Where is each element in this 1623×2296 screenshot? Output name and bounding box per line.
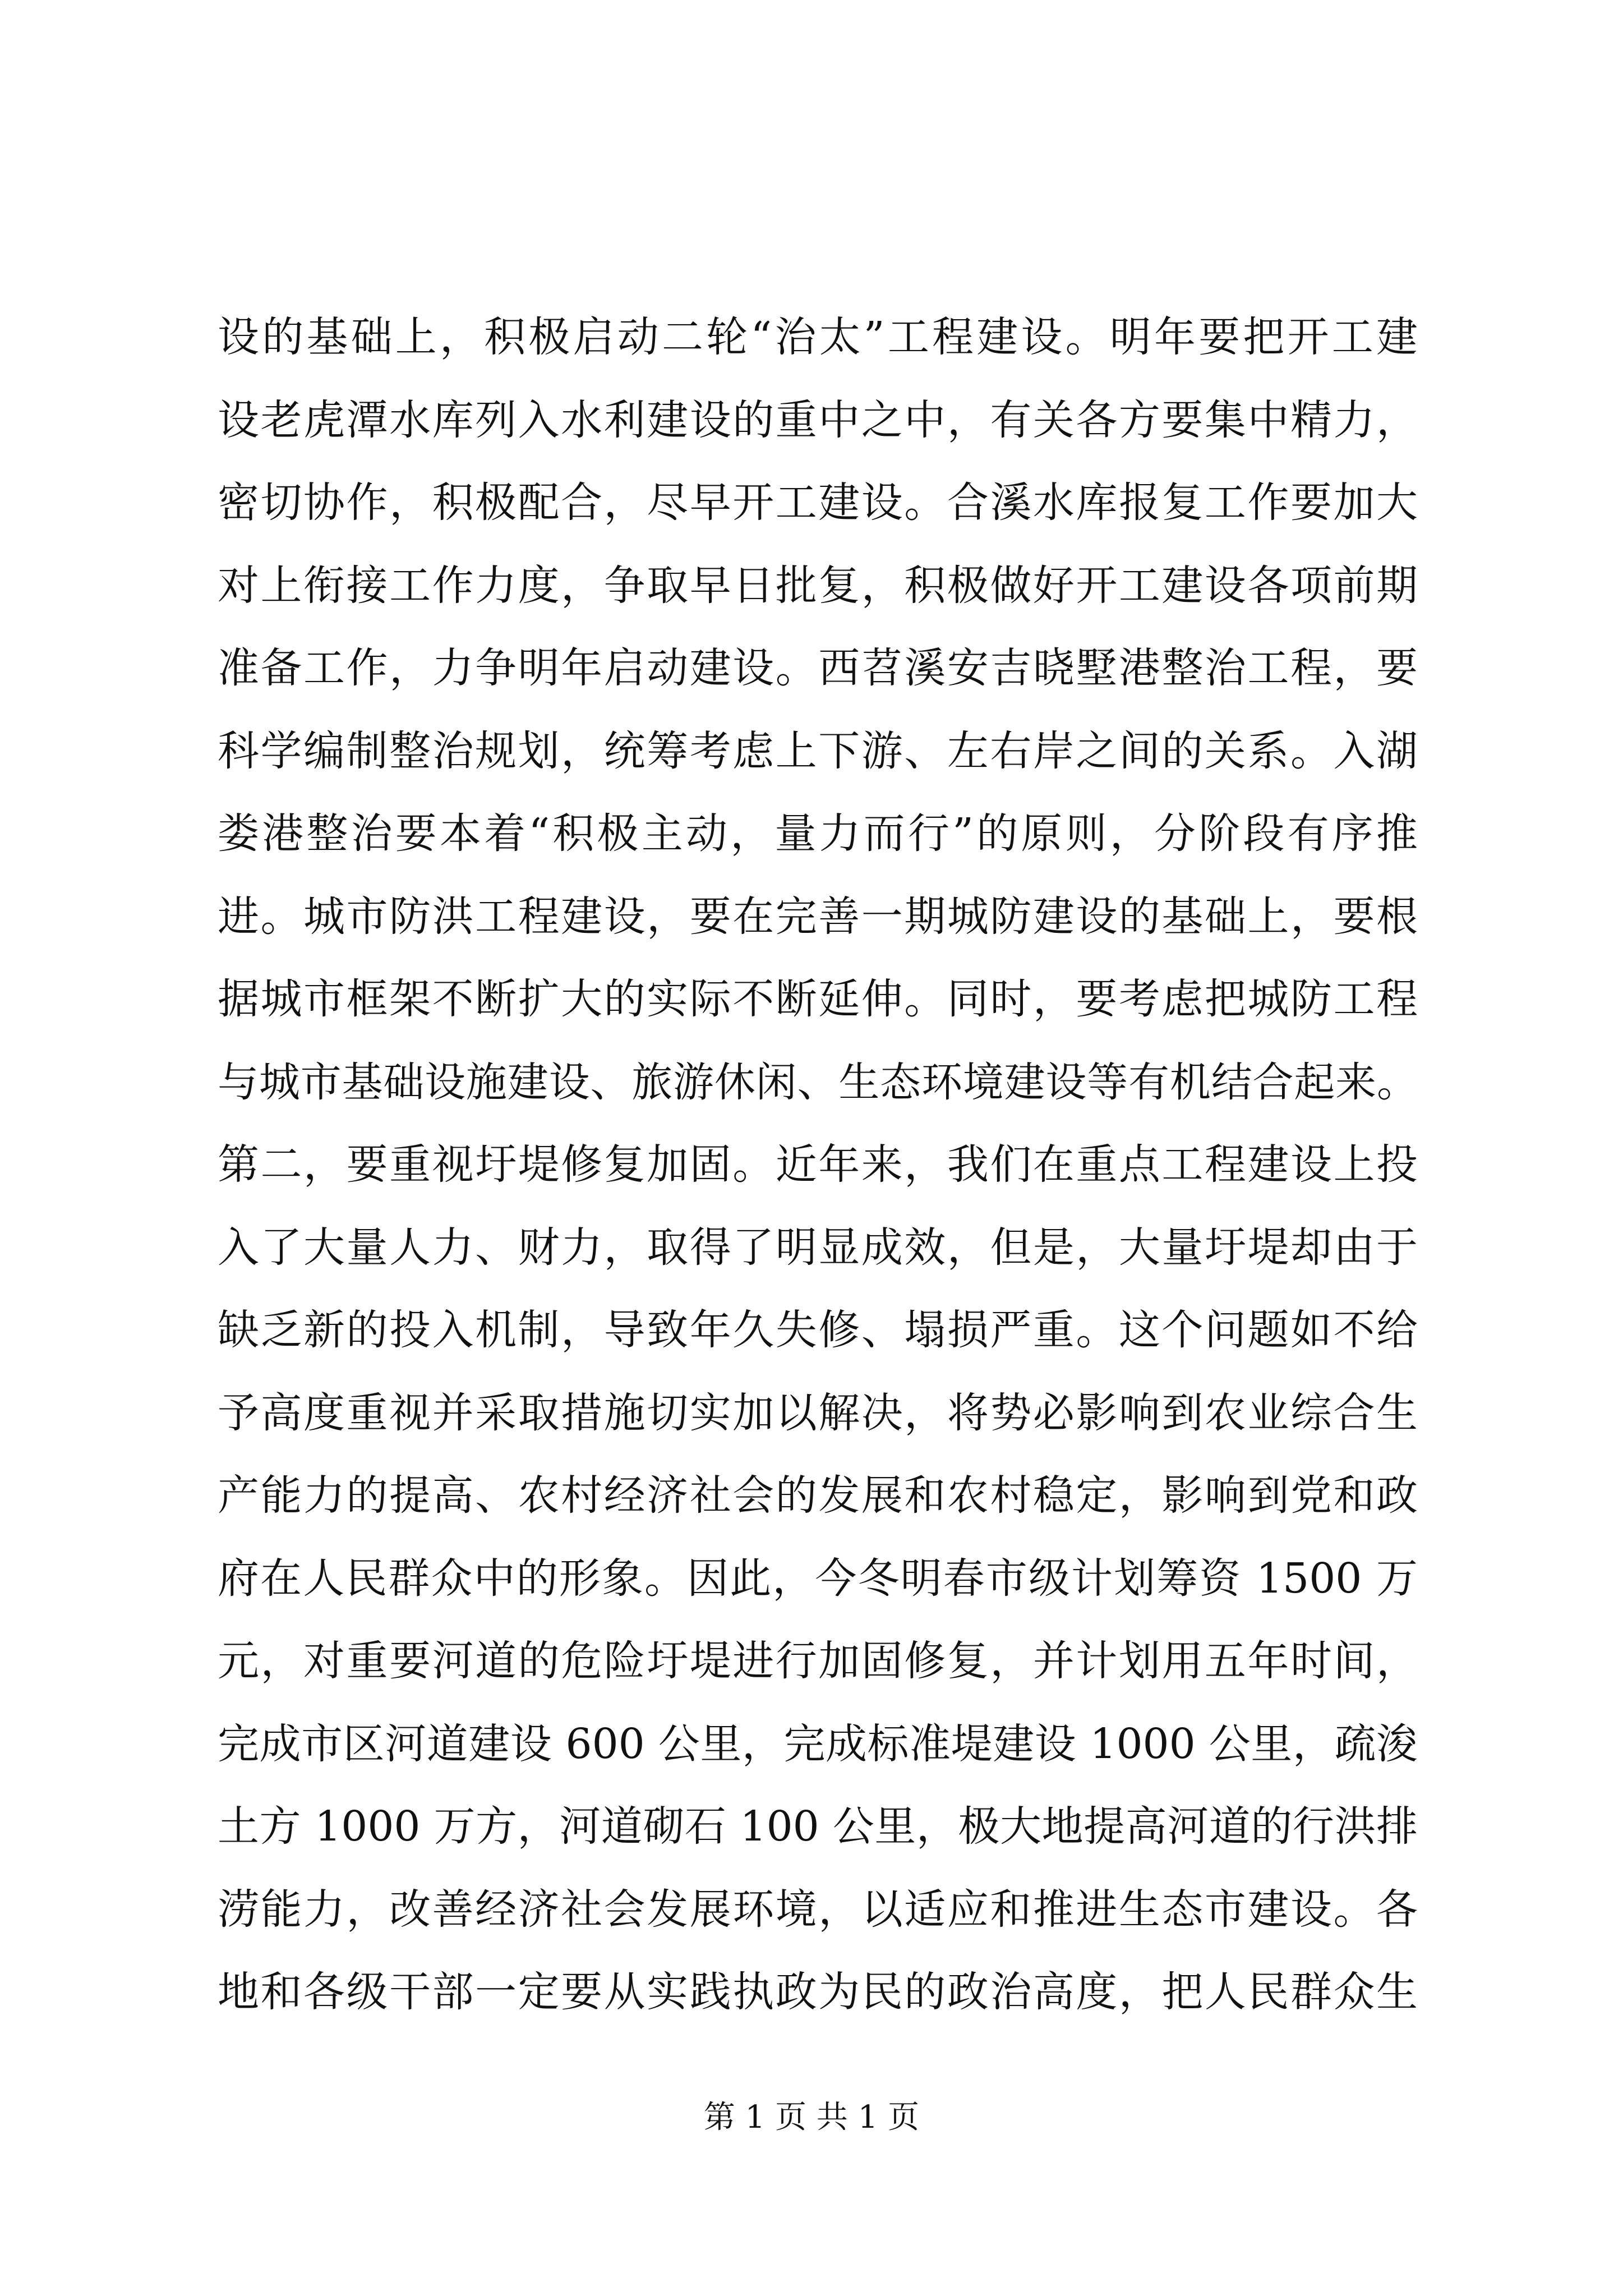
text-line: 设的基础上，积极启动二轮“治太”工程建设。明年要把开工建: [218, 313, 1418, 361]
text-line: 涝能力，改善经济社会发展环境，以适应和推进生态市建设。各: [218, 1885, 1418, 1934]
text-line: 土方 1000 万方，河道砌石 100 公里，极大地提高河道的行洪排: [218, 1802, 1418, 1851]
text-line: 设老虎潭水库列入水利建设的重中之中，有关各方要集中精力，: [218, 395, 1418, 444]
body-text: [218, 296, 1418, 2034]
text-line: 缺乏新的投入机制，导致年久失修、塌损严重。这个问题如不给: [218, 1306, 1418, 1354]
text-line: 地和各级干部一定要从实践执政为民的政治高度，把人民群众生: [218, 1968, 1418, 2016]
text-line: 与城市基础设施建设、旅游休闲、生态环境建设等有机结合起来。: [218, 1058, 1418, 1106]
text-line: 进。城市防洪工程建设，要在完善一期城防建设的基础上，要根: [218, 892, 1418, 941]
text-line: 科学编制整治规划，统筹考虑上下游、左右岸之间的关系。入湖: [218, 726, 1418, 775]
text-line: 第二，要重视圩堤修复加固。近年来，我们在重点工程建设上投: [218, 1140, 1418, 1189]
text-line: 准备工作，力争明年启动建设。西苕溪安吉晓墅港整治工程，要: [218, 644, 1418, 692]
text-line: 府在人民群众中的形象。因此，今冬明春市级计划筹资 1500 万: [218, 1554, 1418, 1603]
text-line: 产能力的提高、农村经济社会的发展和农村稳定，影响到党和政: [218, 1471, 1418, 1520]
text-line: 据城市框架不断扩大的实际不断延伸。同时，要考虑把城防工程: [218, 975, 1418, 1023]
text-line: 娄港整治要本着“积极主动，量力而行”的原则，分阶段有序推: [218, 809, 1418, 858]
text-line: 完成市区河道建设 600 公里，完成标准堤建设 1000 公里，疏浚: [218, 1719, 1418, 1768]
page-number-label: 第 1 页 共 1 页: [703, 2099, 920, 2136]
text-line: 元，对重要河道的危险圩堤进行加固修复，并计划用五年时间，: [218, 1637, 1418, 1685]
page-footer: [0, 2095, 1623, 2140]
text-line: 密切协作，积极配合，尽早开工建设。合溪水库报复工作要加大: [218, 478, 1418, 527]
text-line: 对上衔接工作力度，争取早日批复，积极做好开工建设各项前期: [218, 561, 1418, 610]
text-line: 入了大量人力、财力，取得了明显成效，但是，大量圩堤却由于: [218, 1223, 1418, 1272]
text-line: 予高度重视并采取措施切实加以解决，将势必影响到农业综合生: [218, 1388, 1418, 1437]
